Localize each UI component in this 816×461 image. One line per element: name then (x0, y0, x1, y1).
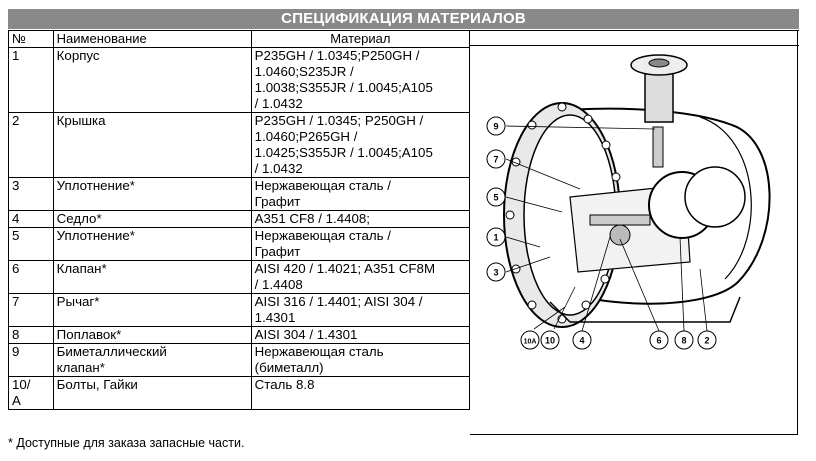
row-number: 7 (9, 294, 54, 327)
diagram-header-cell (470, 30, 799, 46)
row-number: 10/ A (9, 377, 54, 410)
callout-label: 3 (493, 267, 499, 278)
header-material: Материал (251, 31, 469, 48)
callout-label: 2 (704, 335, 710, 346)
table-row (9, 344, 470, 377)
table-header-row (9, 31, 470, 48)
steam-trap-diagram (470, 47, 798, 434)
row-name: Седло* (53, 211, 251, 228)
callout-label: 10 (544, 335, 556, 346)
callout-label: 5 (493, 192, 499, 203)
row-number: 5 (9, 228, 54, 261)
row-name: Уплотнение* (53, 178, 251, 211)
row-number: 9 (9, 344, 54, 377)
row-name: Рычаг* (53, 294, 251, 327)
lever (590, 215, 650, 225)
callout-label: 10A (523, 338, 537, 346)
callout-label: 7 (493, 154, 499, 165)
callout-label: 9 (493, 121, 499, 132)
row-name: Клапан* (53, 261, 251, 294)
row-name: Уплотнение* (53, 228, 251, 261)
row-name: Поплавок* (53, 327, 251, 344)
table-row (9, 294, 470, 327)
row-material: AISI 420 / 1.4021; A351 CF8M / 1.4408 (251, 261, 469, 294)
table-row (9, 327, 470, 344)
materials-table (8, 30, 470, 410)
row-name: Биметаллический клапан* (53, 344, 251, 377)
valve-seat (610, 225, 630, 245)
callout-label: 4 (579, 335, 585, 346)
row-material: Нержавеющая сталь / Графит (251, 228, 469, 261)
spec-title: СПЕЦИФИКАЦИЯ МАТЕРИАЛОВ (8, 9, 799, 29)
row-material: P235GH / 1.0345; P250GH / 1.0460;P265GH / 1.0425;S355JR / 1.0045;A105 / 1.0432 (251, 113, 469, 178)
row-number: 1 (9, 48, 54, 113)
footnote: * Доступные для заказа запасные части. (8, 436, 245, 450)
table-row (9, 228, 470, 261)
row-material: A351 CF8 / 1.4408; (251, 211, 469, 228)
callout-label: 1 (493, 232, 499, 243)
table-row (9, 211, 470, 228)
bimetal-valve (653, 127, 663, 167)
table-row (9, 48, 470, 113)
callout-label: 6 (656, 335, 662, 346)
table-row (9, 178, 470, 211)
header-no: № (9, 31, 54, 48)
table-row (9, 261, 470, 294)
row-number: 2 (9, 113, 54, 178)
row-name: Корпус (53, 48, 251, 113)
row-name: Крышка (53, 113, 251, 178)
row-material: AISI 304 / 1.4301 (251, 327, 469, 344)
table-row (9, 377, 470, 410)
row-number: 6 (9, 261, 54, 294)
float-back (685, 167, 745, 227)
table-row (9, 113, 470, 178)
callout-label: 8 (681, 335, 687, 346)
row-material: Сталь 8.8 (251, 377, 469, 410)
row-material: AISI 316 / 1.4401; AISI 304 / 1.4301 (251, 294, 469, 327)
row-material: P235GH / 1.0345;P250GH / 1.0460;S235JR / 1.0038;S355JR / 1.0045;A105 / 1.0432 (251, 48, 469, 113)
row-number: 4 (9, 211, 54, 228)
header-name: Наименование (53, 31, 251, 48)
row-name: Болты, Гайки (53, 377, 251, 410)
row-material: Нержавеющая сталь (биметалл) (251, 344, 469, 377)
row-number: 3 (9, 178, 54, 211)
row-material: Нержавеющая сталь / Графит (251, 178, 469, 211)
row-number: 8 (9, 327, 54, 344)
